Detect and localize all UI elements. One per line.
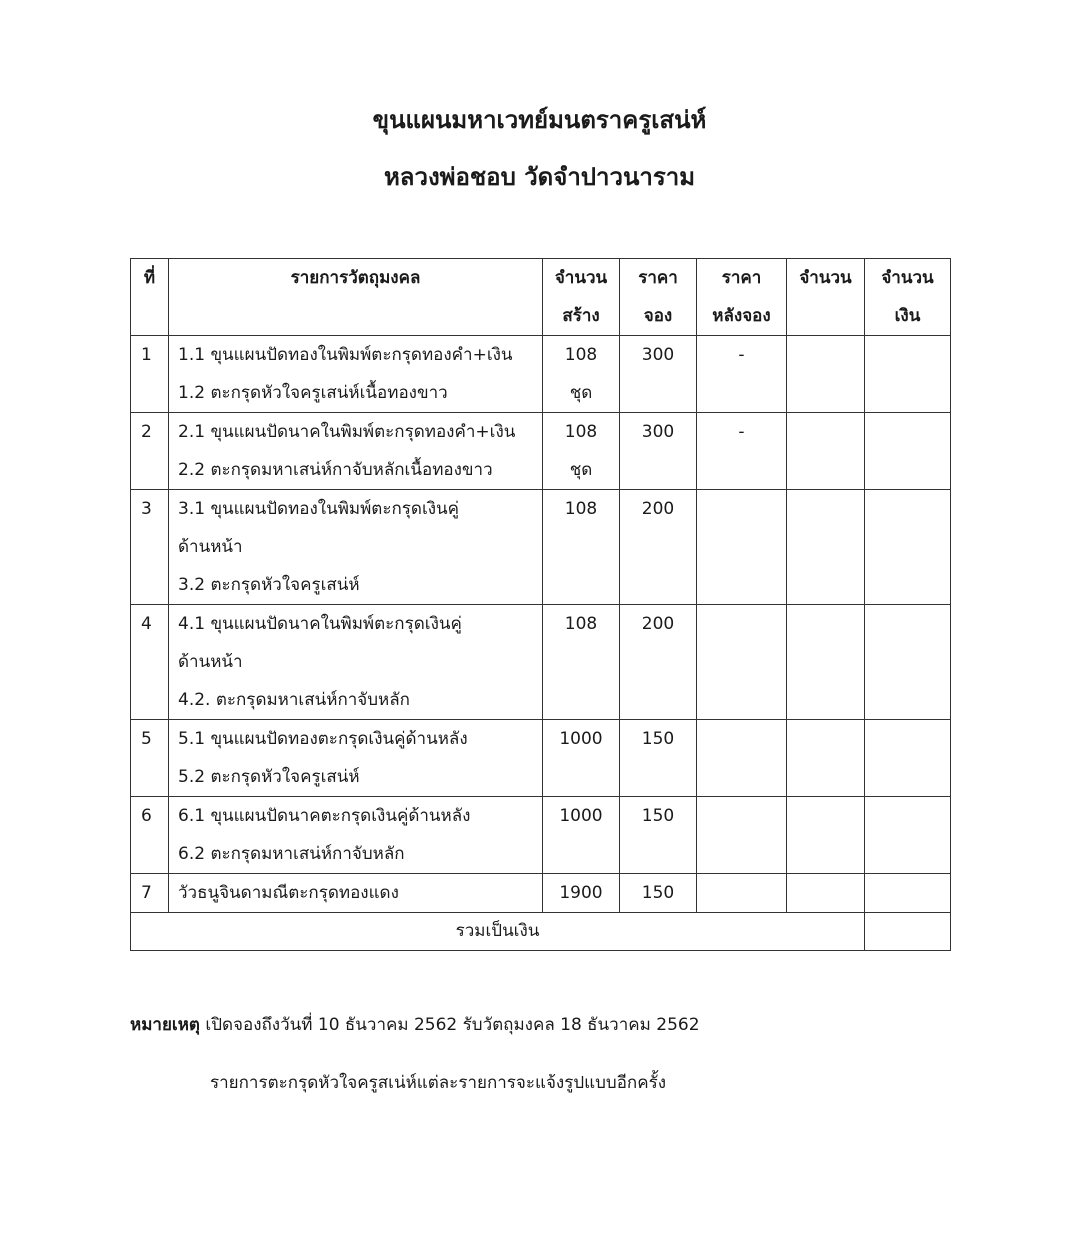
row-amount: [865, 490, 951, 605]
row-number: 2: [131, 413, 169, 490]
row-quantity: [787, 336, 865, 413]
row-number: 5: [131, 720, 169, 797]
row-amount: [865, 605, 951, 720]
row-price-reserve: 300: [620, 413, 697, 490]
row-qty-built: 108 ชุด: [543, 413, 620, 490]
row-quantity: [787, 797, 865, 874]
document-subtitle: หลวงพ่อชอบ วัดจำปาวนาราม: [383, 163, 696, 191]
row-quantity: [787, 413, 865, 490]
row-qty-built: 108 ชุด: [543, 336, 620, 413]
row-item-description: 2.1 ขุนแผนปัดนาคในพิมพ์ตะกรุดทองคำ+เงิน 2.2 ตะกรุดมหาเสน่ห์กาจับหลักเนื้อทองขาว: [169, 413, 543, 490]
row-price-after: [697, 874, 787, 913]
table-row: [131, 413, 951, 490]
header-price-after: ราคา หลังจอง: [697, 259, 787, 336]
header-quantity: จำนวน: [787, 259, 865, 336]
note-line-2: รายการตะกรุดหัวใจครูสเน่ห์แต่ละรายการจะแจ้งรูปแบบอีกครั้ง: [210, 1073, 667, 1093]
row-qty-built: 1900: [543, 874, 620, 913]
row-qty-built: 108: [543, 605, 620, 720]
note: [130, 1010, 700, 1040]
items-table: [130, 258, 951, 951]
header-price-reserve: ราคา จอง: [620, 259, 697, 336]
total-row: [131, 913, 951, 951]
row-item-description: วัวธนูจินดามณีตะกรุดทองแดง: [169, 874, 543, 913]
row-amount: [865, 336, 951, 413]
row-quantity: [787, 720, 865, 797]
row-item-description: 1.1 ขุนแผนปัดทองในพิมพ์ตะกรุดทองคำ+เงิน 1.2 ตะกรุดหัวใจครูเสน่ห์เนื้อทองขาว: [169, 336, 543, 413]
row-number: 4: [131, 605, 169, 720]
row-price-reserve: 150: [620, 874, 697, 913]
row-price-reserve: 150: [620, 797, 697, 874]
row-price-after: [697, 605, 787, 720]
total-label: รวมเป็นเงิน: [131, 913, 865, 951]
row-price-reserve: 200: [620, 605, 697, 720]
row-qty-built: 1000: [543, 720, 620, 797]
row-quantity: [787, 605, 865, 720]
note-text: เปิดจองถึงวันที่ 10 ธันวาคม 2562 รับวัตถุมงคล 18 ธันวาคม 2562: [199, 1015, 700, 1035]
row-price-after: [697, 490, 787, 605]
row-item-description: 6.1 ขุนแผนปัดนาคตะกรุดเงินคู่ด้านหลัง 6.2 ตะกรุดมหาเสน่ห์กาจับหลัก: [169, 797, 543, 874]
header-amount: จำนวน เงิน: [865, 259, 951, 336]
header-qty-built: จำนวน สร้าง: [543, 259, 620, 336]
row-price-after: [697, 797, 787, 874]
row-price-reserve: 200: [620, 490, 697, 605]
document-title: ขุนแผนมหาเวทย์มนตราครูเสน่ห์: [372, 106, 707, 134]
row-item-description: 4.1 ขุนแผนปัดนาคในพิมพ์ตะกรุดเงินคู่ ด้านหน้า 4.2. ตะกรุดมหาเสน่ห์กาจับหลัก: [169, 605, 543, 720]
header-item: รายการวัตถุมงคล: [169, 259, 543, 336]
header-no: ที่: [131, 259, 169, 336]
total-amount-cell: [865, 913, 951, 951]
table-row: [131, 797, 951, 874]
table-header-row: [131, 259, 951, 336]
row-item-description: 3.1 ขุนแผนปัดทองในพิมพ์ตะกรุดเงินคู่ ด้านหน้า 3.2 ตะกรุดหัวใจครูเสน่ห์: [169, 490, 543, 605]
note-label: หมายเหตุ: [130, 1015, 200, 1035]
row-number: 6: [131, 797, 169, 874]
row-number: 1: [131, 336, 169, 413]
row-amount: [865, 797, 951, 874]
row-qty-built: 108: [543, 490, 620, 605]
table-row: [131, 490, 951, 605]
row-price-reserve: 300: [620, 336, 697, 413]
row-number: 7: [131, 874, 169, 913]
table-row: [131, 605, 951, 720]
row-quantity: [787, 874, 865, 913]
row-amount: [865, 413, 951, 490]
row-amount: [865, 874, 951, 913]
row-price-reserve: 150: [620, 720, 697, 797]
row-qty-built: 1000: [543, 797, 620, 874]
row-price-after: -: [697, 336, 787, 413]
table-row: [131, 720, 951, 797]
row-price-after: [697, 720, 787, 797]
table-row: [131, 336, 951, 413]
table-row: [131, 874, 951, 913]
row-number: 3: [131, 490, 169, 605]
row-item-description: 5.1 ขุนแผนปัดทองตะกรุดเงินคู่ด้านหลัง 5.2 ตะกรุดหัวใจครูเสน่ห์: [169, 720, 543, 797]
row-quantity: [787, 490, 865, 605]
row-amount: [865, 720, 951, 797]
row-price-after: -: [697, 413, 787, 490]
